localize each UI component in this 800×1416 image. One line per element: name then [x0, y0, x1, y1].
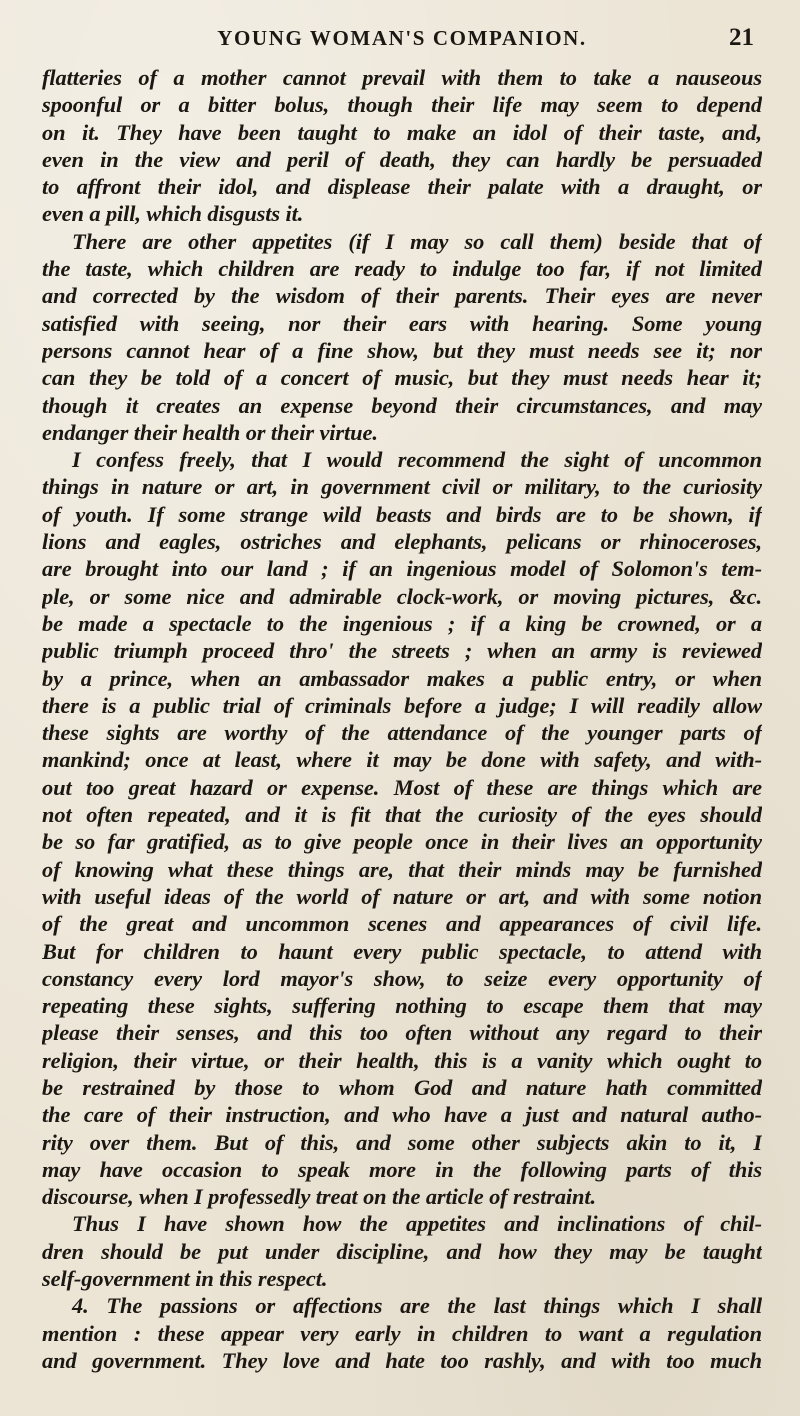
text-line: there is a public trial of criminals before a judge; I will readily allow	[42, 692, 762, 718]
page-number: 21	[729, 24, 754, 51]
text-line: out too great hazard or expense. Most of these are things which are	[42, 774, 762, 800]
text-line: be made a spectacle to the ingenious ; if a king be crowned, or a	[42, 610, 762, 636]
text-line: satisfied with seeing, nor their ears with hearing. Some young	[42, 310, 762, 336]
text-line: lions and eagles, ostriches and elephants, pelicans or rhinoceroses,	[42, 529, 762, 555]
text-line: self-government in this respect.	[42, 1266, 328, 1292]
text-line: though it creates an expense beyond their circumstances, and may	[42, 392, 762, 418]
text-line: I confess freely, that I would recommend the sight of uncommon	[72, 447, 762, 473]
text-line: the taste, which children are ready to indulge too far, if not limited	[42, 256, 762, 282]
text-line: endanger their health or their virtue.	[42, 419, 378, 445]
text-line: even in the view and peril of death, they can hardly be persuaded	[42, 146, 762, 172]
text-line: are brought into our land ; if an ingenious model of Solomon's tem-	[42, 556, 762, 582]
text-line: and government. They love and hate too rashly, and with too much	[42, 1347, 762, 1373]
text-line: these sights are worthy of the attendance of the younger parts of	[42, 720, 762, 746]
text-line: religion, their virtue, or their health, this is a vanity which ought to	[42, 1047, 762, 1073]
text-line: persons cannot hear of a fine show, but they must needs see it; nor	[42, 337, 762, 363]
text-line: There are other appetites (if I may so call them) beside that of	[72, 228, 762, 254]
text-line: be so far gratified, as to give people once in their lives an opportunity	[42, 829, 762, 855]
text-line: dren should be put under discipline, and how they may be taught	[42, 1238, 762, 1264]
text-line: be restrained by those to whom God and nature hath committed	[42, 1074, 762, 1100]
text-line: may have occasion to speak more in the following parts of this	[42, 1156, 762, 1182]
text-line: repeating these sights, suffering nothing to escape them that may	[42, 993, 762, 1019]
text-line: flatteries of a mother cannot prevail with them to take a nauseous	[42, 65, 762, 90]
text-line: spoonful or a bitter bolus, though their life may seem to depend	[42, 92, 762, 118]
text-line: constancy every lord mayor's show, to seize every opportunity of	[42, 965, 762, 991]
text-line: of the great and uncommon scenes and appearances of civil life.	[42, 911, 762, 937]
text-line: can they be told of a concert of music, but they must needs hear it;	[42, 365, 762, 391]
text-line: by a prince, when an ambassador makes a public entry, or when	[42, 665, 762, 691]
text-line: even a pill, which disgusts it.	[42, 201, 304, 227]
text-line: rity over them. But of this, and some other subjects akin to it, I	[42, 1129, 762, 1155]
text-line: the care of their instruction, and who have a just and natural autho-	[42, 1102, 762, 1128]
text-line: on it. They have been taught to make an idol of their taste, and,	[42, 119, 762, 145]
text-line: of youth. If some strange wild beasts and birds are to be shown, if	[42, 501, 762, 527]
text-line: and corrected by the wisdom of their parents. Their eyes are never	[42, 283, 762, 309]
text-line: not often repeated, and it is fit that the curiosity of the eyes should	[42, 802, 762, 828]
text-line: please their senses, and this too often without any regard to their	[42, 1020, 762, 1046]
text-line: to affront their idol, and displease their palate with a draught, or	[42, 174, 762, 200]
text-line: But for children to haunt every public spectacle, to attend with	[42, 938, 762, 964]
body-text	[42, 64, 762, 1374]
text-line: Thus I have shown how the appetites and inclinations of chil-	[72, 1211, 762, 1237]
text-line: mention : these appear very early in children to want a regulation	[42, 1320, 762, 1346]
text-line: public triumph proceed thro' the streets ; when an army is reviewed	[42, 638, 762, 664]
text-line: of knowing what these things are, that their minds may be furnished	[42, 856, 762, 882]
running-head	[42, 26, 762, 60]
text-line: discourse, when I professedly treat on the article of restraint.	[42, 1184, 597, 1210]
header-title: YOUNG WOMAN'S COMPANION.	[217, 26, 587, 50]
text-line: 4. The passions or affections are the last things which I shall	[72, 1293, 762, 1319]
text-line: mankind; once at least, where it may be done with safety, and with-	[42, 747, 762, 773]
text-line: things in nature or art, in government civil or military, to the curiosity	[42, 474, 762, 500]
text-line: with useful ideas of the world of nature or art, and with some notion	[42, 883, 762, 909]
text-line: ple, or some nice and admirable clock-work, or moving pictures, &c.	[42, 583, 762, 609]
